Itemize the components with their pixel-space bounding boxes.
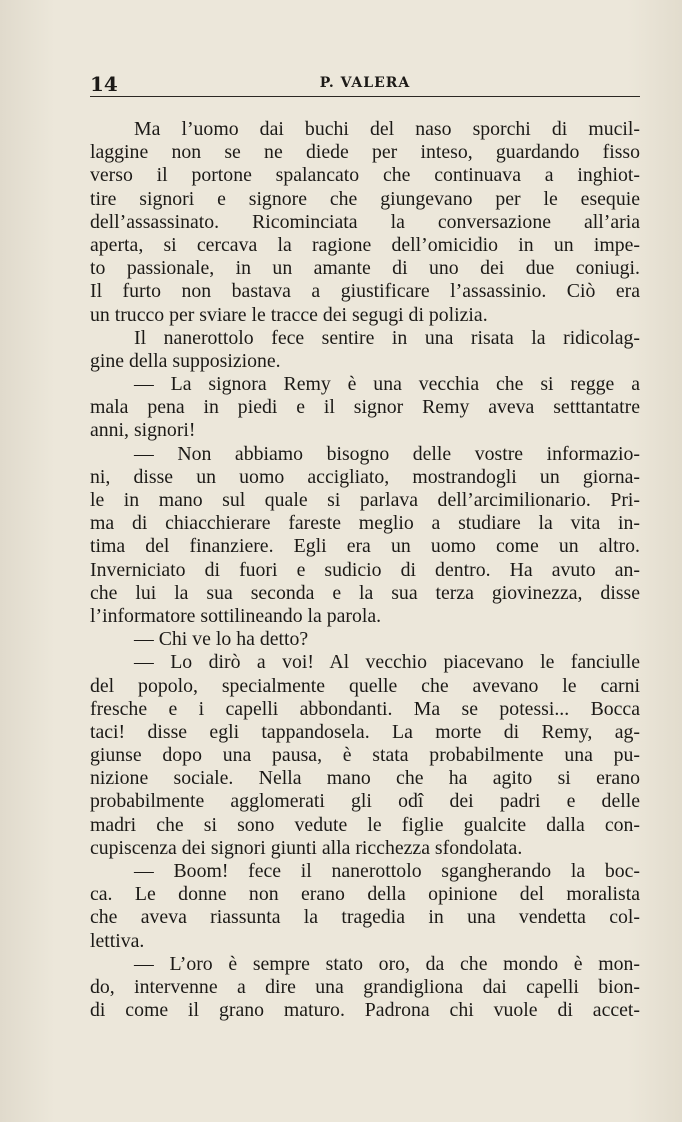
text-line: do, intervenne a dire una grandigliona dai capelli bion- — [90, 975, 640, 998]
text-line: — Boom! fece il nanerottolo sgangherando la boc- — [134, 860, 640, 882]
text-line: che aveva riassunta la tragedia in una vendetta col- — [90, 906, 640, 929]
text-line: to passionale, in un amante di uno dei due coniugi. — [90, 257, 640, 280]
text-line: madri che si sono vedute le figlie gualcite dalla con- — [90, 813, 640, 836]
text-line: — Chi ve lo ha detto? — [134, 628, 309, 651]
text-line: anni, signori! — [90, 419, 196, 442]
text-line: — L’oro è sempre stato oro, da che mondo è mon- — [134, 952, 640, 975]
text-line: ma di chiacchierare fareste meglio a studiare la vita in- — [90, 512, 640, 535]
page-number: 14 — [90, 72, 118, 96]
text-line: verso il portone spalancato che continuava a inghiot- — [90, 164, 640, 187]
text-line: Il furto non bastava a giustificare l’assassinio. Ciò era — [90, 280, 640, 303]
text-line: tima del finanziere. Egli era un uomo come un altro. — [90, 535, 640, 558]
text-line: ca. Le donne non erano della opinione del moralista — [90, 883, 640, 906]
text-line: dell’assassinato. Ricominciata la conversazione all’aria — [90, 210, 640, 233]
page-header — [90, 68, 640, 97]
text-line: gine della supposizione. — [90, 349, 281, 372]
text-line: fresche e i capelli abbondanti. Ma se potessi... Bocca — [90, 697, 640, 720]
text-line: nizione sociale. Nella mano che ha agito si erano — [90, 767, 640, 790]
text-line: ni, disse un uomo accigliato, mostrandogli un giorna- — [90, 465, 640, 488]
text-line: un trucco per sviare le tracce dei segugi di polizia. — [90, 303, 488, 326]
text-line: — Non abbiamo bisogno delle vostre informazio- — [134, 442, 640, 465]
text-line: giunse dopo una pausa, è stata probabilmente una pu- — [90, 744, 640, 767]
text-line: di come il grano maturo. Padrona chi vuole di accet- — [90, 999, 640, 1022]
text-line: Inverniciato di fuori e sudicio di dentro. Ha avuto an- — [90, 558, 640, 581]
text-line: lettiva. — [90, 929, 145, 952]
text-line: cupiscenza dei signori giunti alla ricchezza sfondolata. — [90, 836, 523, 859]
running-head: P. VALERA — [319, 75, 411, 91]
text-line: laggine non se ne diede per inteso, guardando fisso — [90, 141, 640, 164]
text-line: l’informatore sottilineando la parola. — [90, 604, 382, 627]
text-line: taci! disse egli tappandosela. La morte di Remy, ag- — [90, 720, 640, 743]
text-line: mala pena in piedi e il signor Remy aveva setttantatre — [90, 396, 640, 419]
text-line: probabilmente agglomerati gli odî dei padri e delle — [90, 790, 640, 813]
text-line: le in mano sul quale si parlava dell’arcimilionario. Pri- — [90, 489, 640, 511]
body-text — [90, 118, 640, 1022]
text-line: tire signori e signore che giungevano per le esequie — [90, 187, 640, 210]
text-line: aperta, si cercava la ragione dell’omicidio in un impe- — [90, 233, 640, 256]
text-line: che lui la sua seconda e la sua terza giovinezza, disse — [90, 581, 640, 604]
text-line: Ma l’uomo dai buchi del naso sporchi di mucil- — [134, 118, 640, 140]
text-line: — Lo dirò a voi! Al vecchio piacevano le fanciulle — [134, 651, 640, 674]
text-line: Il nanerottolo fece sentire in una risata la ridicolag- — [134, 326, 640, 349]
text-line: — La signora Remy è una vecchia che si regge a — [134, 373, 640, 396]
text-line: del popolo, specialmente quelle che avevano le carni — [90, 674, 640, 697]
